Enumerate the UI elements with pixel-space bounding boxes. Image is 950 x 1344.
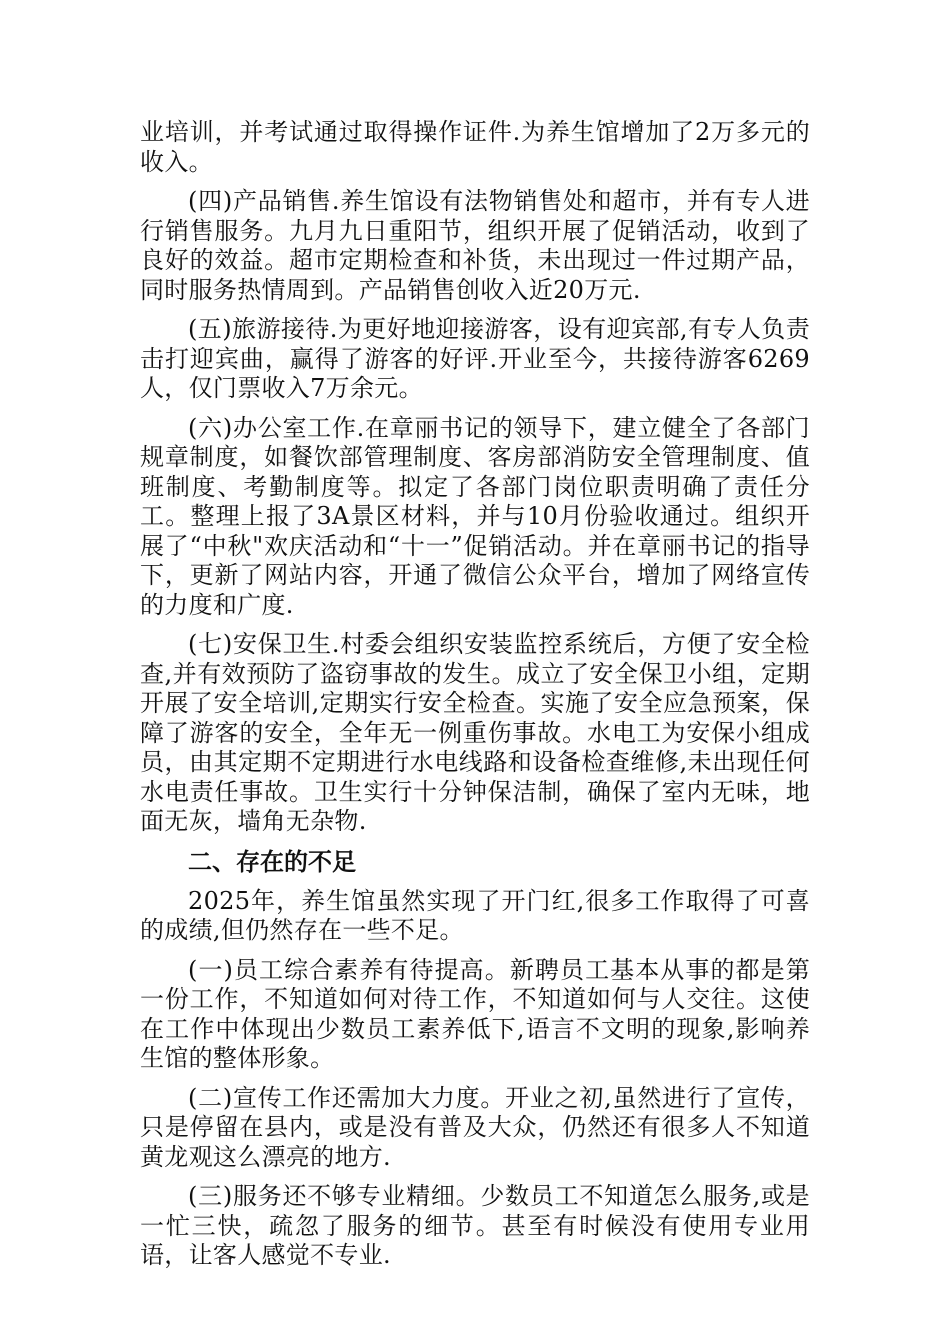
section-heading: 二、存在的不足	[188, 847, 356, 876]
paragraph-tourism-reception: (五)旅游接待.为更好地迎接游客，设有迎宾部,有专人负责击打迎宾曲，赢得了游客的好评.开业至今，共接待游客6269人，仅门票收入7万余元。	[140, 315, 810, 402]
paragraph-publicity: (二)宣传工作还需加大力度。开业之初,虽然进行了宣传，只是停留在县内，或是没有普及大众，仍然还有很多人不知道黄龙观这么漂亮的地方.	[140, 1083, 810, 1171]
paragraph-security-hygiene: (七)安保卫生.村委会组织安装监控系统后，方便了安全检查,并有效预防了盗窃事故的发生。成立了安全保卫小组，定期开展了安全培训,定期实行安全检查。实施了安全应急预案，保障了游客的安全，全年无一例重伤事故。水电工为安保小组成员，由其定期不定期进行水电线路和设备检查维修,未出现任何水电责任事故。卫生实行十分钟保洁制，确保了室内无味，地面无灰，墙角无杂物.	[140, 630, 810, 835]
paragraph-staff-quality: (一)员工综合素养有待提高。新聘员工基本从事的都是第一份工作，不知道如何对待工作，不知道如何与人交往。这使在工作中体现出少数员工素养低下,语言不文明的现象,影响养生馆的整体形象。	[140, 955, 810, 1072]
paragraph-service: (三)服务还不够专业精细。少数员工不知道怎么服务,或是一忙三快，疏忽了服务的细节。甚至有时候没有使用专业用语，让客人感觉不专业.	[140, 1182, 810, 1269]
document-page	[140, 118, 810, 1281]
paragraph-product-sales: (四)产品销售.养生馆设有法物销售处和超市，并有专人进行销售服务。九月九日重阳节，组织开展了促销活动，收到了良好的效益。超市定期检查和补货，未出现过一件过期产品，同时服务热情周到。产品销售创收入近20万元.	[140, 187, 810, 304]
paragraph-shortcomings-intro: 2025年，养生馆虽然实现了开门红,很多工作取得了可喜的成绩,但仍然存在一些不足。	[140, 886, 810, 944]
paragraph-continuation: 业培训，并考试通过取得操作证件.为养生馆增加了2万多元的收入。	[140, 118, 810, 176]
paragraph-office-work: (六)办公室工作.在章丽书记的领导下，建立健全了各部门规章制度，如餐饮部管理制度、客房部消防安全管理制度、值班制度、考勤制度等。拟定了各部门岗位职责明确了责任分工。整理上报了3A景区材料，并与10月份验收通过。组织开展了“中秋"欢庆活动和“十一”促销活动。并在章丽书记的指导下，更新了网站内容，开通了微信公众平台，增加了网络宣传的力度和广度.	[140, 413, 810, 619]
